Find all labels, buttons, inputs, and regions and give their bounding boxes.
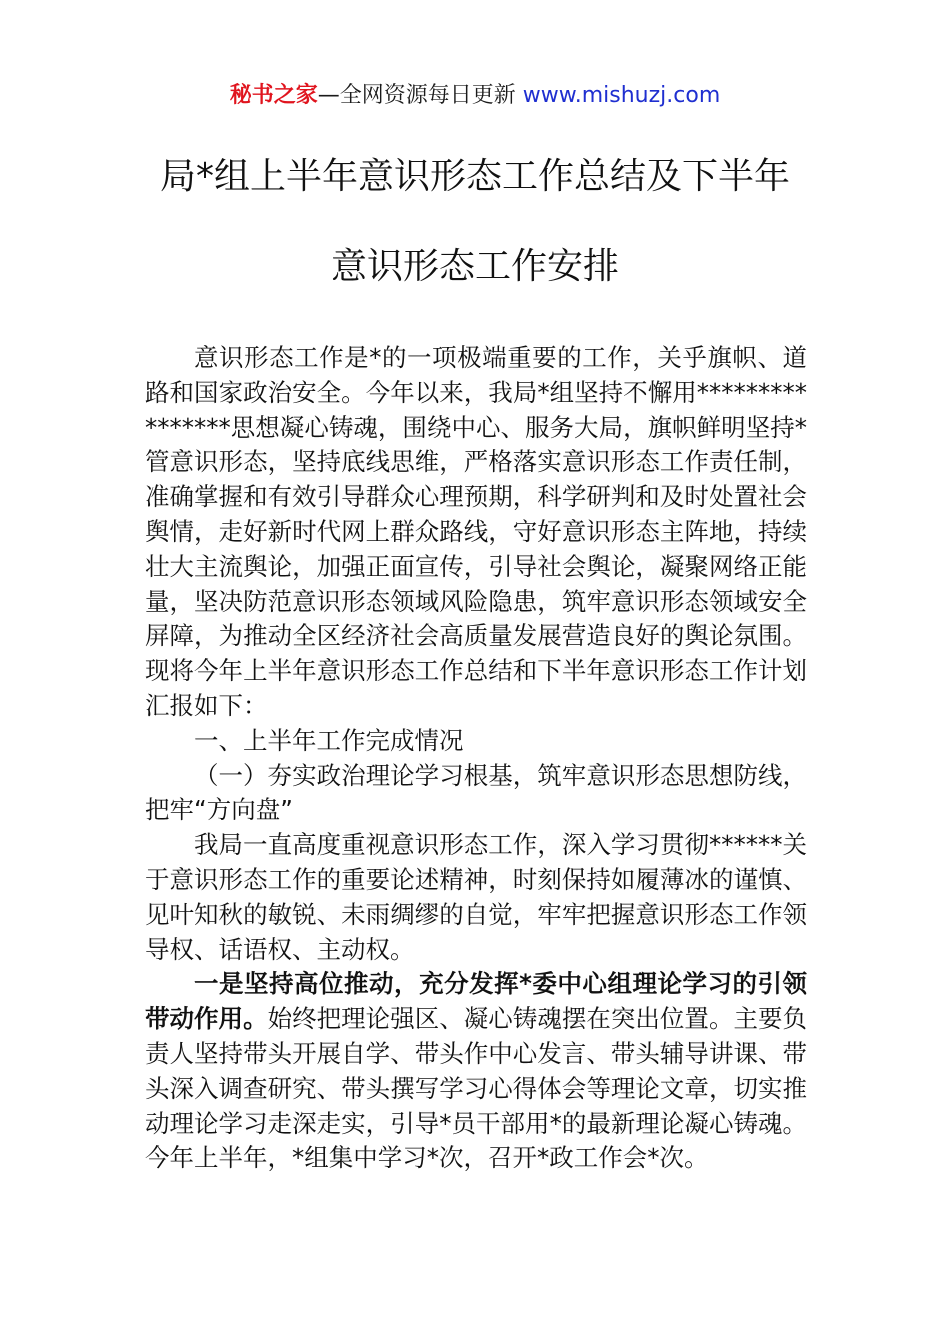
site-header [0, 78, 950, 114]
intro-paragraph: 意识形态工作是*的一项极端重要的工作，关乎旗帜、道路和国家政治安全。今年以来，我局*组坚持不懈用****************思想凝心铸魂，围绕中心、服务大局，旗帜鲜明坚持*管意识形态，坚持底线思维，严格落实意识形态工作责任制，准确掌握和有效引导群众心理预期，科学研判和及时处置社会舆情，走好新时代网上群众路线，守好意识形态主阵地，持续壮大主流舆论，加强正面宣传，引导社会舆论，凝聚网络正能量，坚决防范意识形态领域风险隐患，筑牢意识形态领域安全屏障，为推动全区经济社会高质量发展营造良好的舆论氛围。现将今年上半年意识形态工作总结和下半年意识形态工作计划汇报如下： [145, 343, 807, 720]
body-paragraph: 我局一直高度重视意识形态工作，深入学习贯彻******关于意识形态工作的重要论述精神，时刻保持如履薄冰的谨慎、见叶知秋的敏锐、未雨绸缪的自觉，牢牢把握意识形态工作领导权、话语权、主动权。 [145, 830, 807, 964]
document-title-line-2: 意识形态工作安排 [330, 246, 619, 287]
body-paragraph-emphasis [145, 967, 807, 1176]
subsection-heading: （一）夯实政治理论学习根基，筑牢意识形态思想防线，把牢“方向盘” [145, 760, 807, 825]
document-title-line-1: 局*组上半年意识形态工作总结及下半年 [159, 156, 790, 197]
section-heading: 一、上半年工作完成情况 [194, 725, 464, 755]
site-url-link[interactable]: www.mishuzj.com [522, 83, 721, 108]
brand-name: 秘书之家 [229, 83, 318, 108]
document-body [145, 341, 807, 1176]
paragraph-continuation: 始终把理论强区、凝心铸魂摆在突出位置。主要负责人坚持带头开展自学、带头作中心发言、带头辅导讲课、带头深入调查研究、带头撰写学习心得体会等理论文章，切实推动理论学习走深走实，引导*员干部用*的最新理论凝心铸魂。今年上半年，*组集中学习*次，召开*政工作会*次。 [145, 1004, 808, 1173]
header-tagline: —全网资源每日更新 [317, 83, 516, 108]
bold-lead-sentence: 一是坚持高位推动，充分发挥*委中心组理论学习的引领带动作用。 [145, 969, 807, 1034]
